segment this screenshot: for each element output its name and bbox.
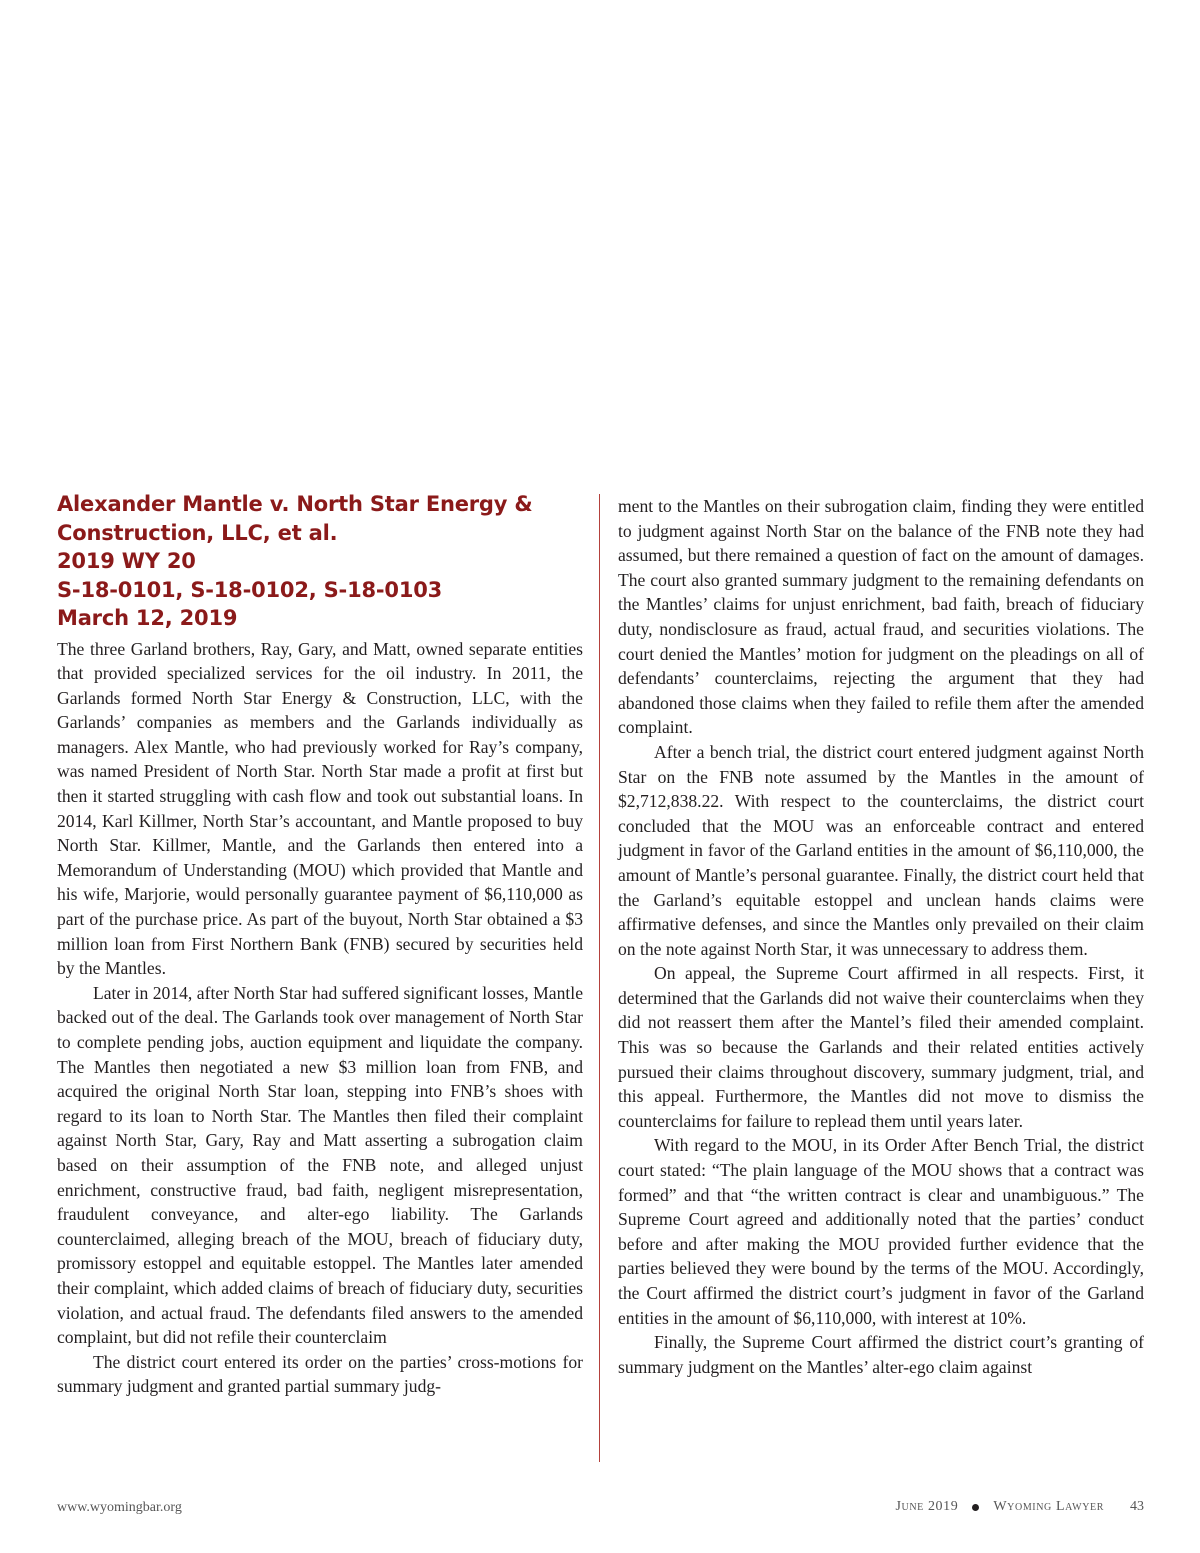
body-paragraph: On appeal, the Supreme Court affirmed in all respects. First, it determined that the Garlands did not waive their counterclaims when they did not reassert them after the Mantel’s filed their amended complaint. This was so because the Garlands and their related entities actively pursued their claims throughout discovery, summary judgment, trial, and this appeal. Furthermore, the Mantles did not move to dismiss the counterclaims for failure to replead them until years later. [618, 963, 1144, 1131]
column-divider-rule [599, 494, 600, 1462]
case-title-line-2: Construction, LLC, et al. [57, 520, 338, 545]
body-paragraph: With regard to the MOU, in its Order After Bench Trial, the district court stated: “The plain language of the MOU shows that a contract was formed” and that “the written contract is clear and unambiguous.” The Supreme Court agreed and additionally noted that the parties’ conduct before and after making the MOU provided further evidence that the parties believed they were bound by the terms of the MOU. Accordingly, the Court affirmed the district court’s judgment in favor of the Garland entities in the amount of $6,110,000, with interest at 10%. [618, 1135, 1144, 1328]
body-paragraph: The three Garland brothers, Ray, Gary, and Matt, owned separate entities that provided specialized services for the oil industry. In 2011, the Garlands formed North Star Energy & Construction, LLC, with the Garlands’ companies as members and the Garlands individually as managers. Alex Mantle, who had previously worked for Ray’s company, was named President of North Star. North Star made a profit at first but then it started struggling with cash flow and took out substantial loans. In 2014, Karl Killmer, North Star’s accountant, and Mantle proposed to buy North Star. Killmer, Mantle, and the Garlands then entered into a Memorandum of Understanding (MOU) which provided that Mantle and his wife, Marjorie, would personally guarantee payment of $6,110,000 as part of the purchase price. As part of the buyout, North Star obtained a $3 million loan from First Northern Bank (FNB) secured by securities held by the Mantles. [57, 638, 583, 979]
footer-issue-date: June 2019 [895, 1499, 959, 1514]
body-paragraph-continuation: ment to the Mantles on their subrogation claim, finding they were entitled to judgment against North Star on the balance of the FNB note they had assumed, but there remained a question of fact on the amount of damages. The court also granted summary judgment to the remaining defendants on the Mantles’ claims for unjust enrichment, bad faith, breach of fiduciary duty, nondisclosure as fraud, actual fraud, and securities violations. The court denied the Mantles’ motion for judgment on the pleadings on all of defendants’ counterclaims, rejecting the argument that they had abandoned those claims when they failed to refile them after the amended complaint. [618, 496, 1144, 738]
footer-issue-info [895, 1499, 1144, 1515]
case-title-line-1: Alexander Mantle v. North Star Energy & [57, 492, 533, 516]
case-docket-numbers: S-18-0101, S-18-0102, S-18-0103 [57, 577, 443, 602]
footer-website-link[interactable]: www.wyomingbar.org [57, 1500, 182, 1515]
bullet-separator-icon [972, 1504, 979, 1511]
case-heading [57, 490, 583, 633]
case-date: March 12, 2019 [57, 606, 238, 630]
left-column [57, 490, 583, 1399]
right-column [618, 494, 1144, 1379]
body-paragraph: Later in 2014, after North Star had suffered significant losses, Mantle backed out of the deal. The Garlands took over management of North Star to complete pending jobs, auction equipment and liquidate the company. The Mantles then negotiated a new $3 million loan from FNB, and acquired the original North Star loan, stepping into FNB’s shoes with regard to its loan to North Star. The Mantles then filed their complaint against North Star, Gary, Ray and Matt asserting a subrogation claim based on their assumption of the FNB note, and alleged unjust enrichment, constructive fraud, bad faith, negligent misrepresentation, fraudulent conveyance, and alter-ego liability. The Garlands counterclaimed, alleging breach of the MOU, breach of fiduciary duty, promissory estoppel and equitable estoppel. The Mantles later amended their complaint, which added claims of breach of fiduciary duty, securities violation, and actual fraud. The defendants filed answers to the amended complaint, but did not refile their counterclaim [57, 982, 583, 1348]
body-paragraph: The district court entered its order on the parties’ cross-motions for summary judgment and granted partial summary judg- [57, 1351, 583, 1397]
footer-publication-name: Wyoming Lawyer [993, 1499, 1104, 1514]
body-paragraph: Finally, the Supreme Court affirmed the district court’s granting of summary judgment on the Mantles’ alter-ego claim against [618, 1332, 1144, 1377]
case-citation: 2019 WY 20 [57, 549, 196, 573]
body-paragraph: After a bench trial, the district court entered judgment against North Star on the FNB note assumed by the Mantles in the amount of $2,712,838.22. With respect to the counterclaims, the district court concluded that the MOU was an enforceable contract and entered judgment in favor of the Garland entities in the amount of $6,110,000, the amount of Mantle’s personal guarantee. Finally, the district court held that the Garland’s equitable estoppel and unclean hands claims were affirmative defenses, and since the Mantles only prevailed on their claim on the note against North Star, it was unnecessary to address them. [618, 741, 1144, 959]
page-number: 43 [1130, 1499, 1144, 1514]
